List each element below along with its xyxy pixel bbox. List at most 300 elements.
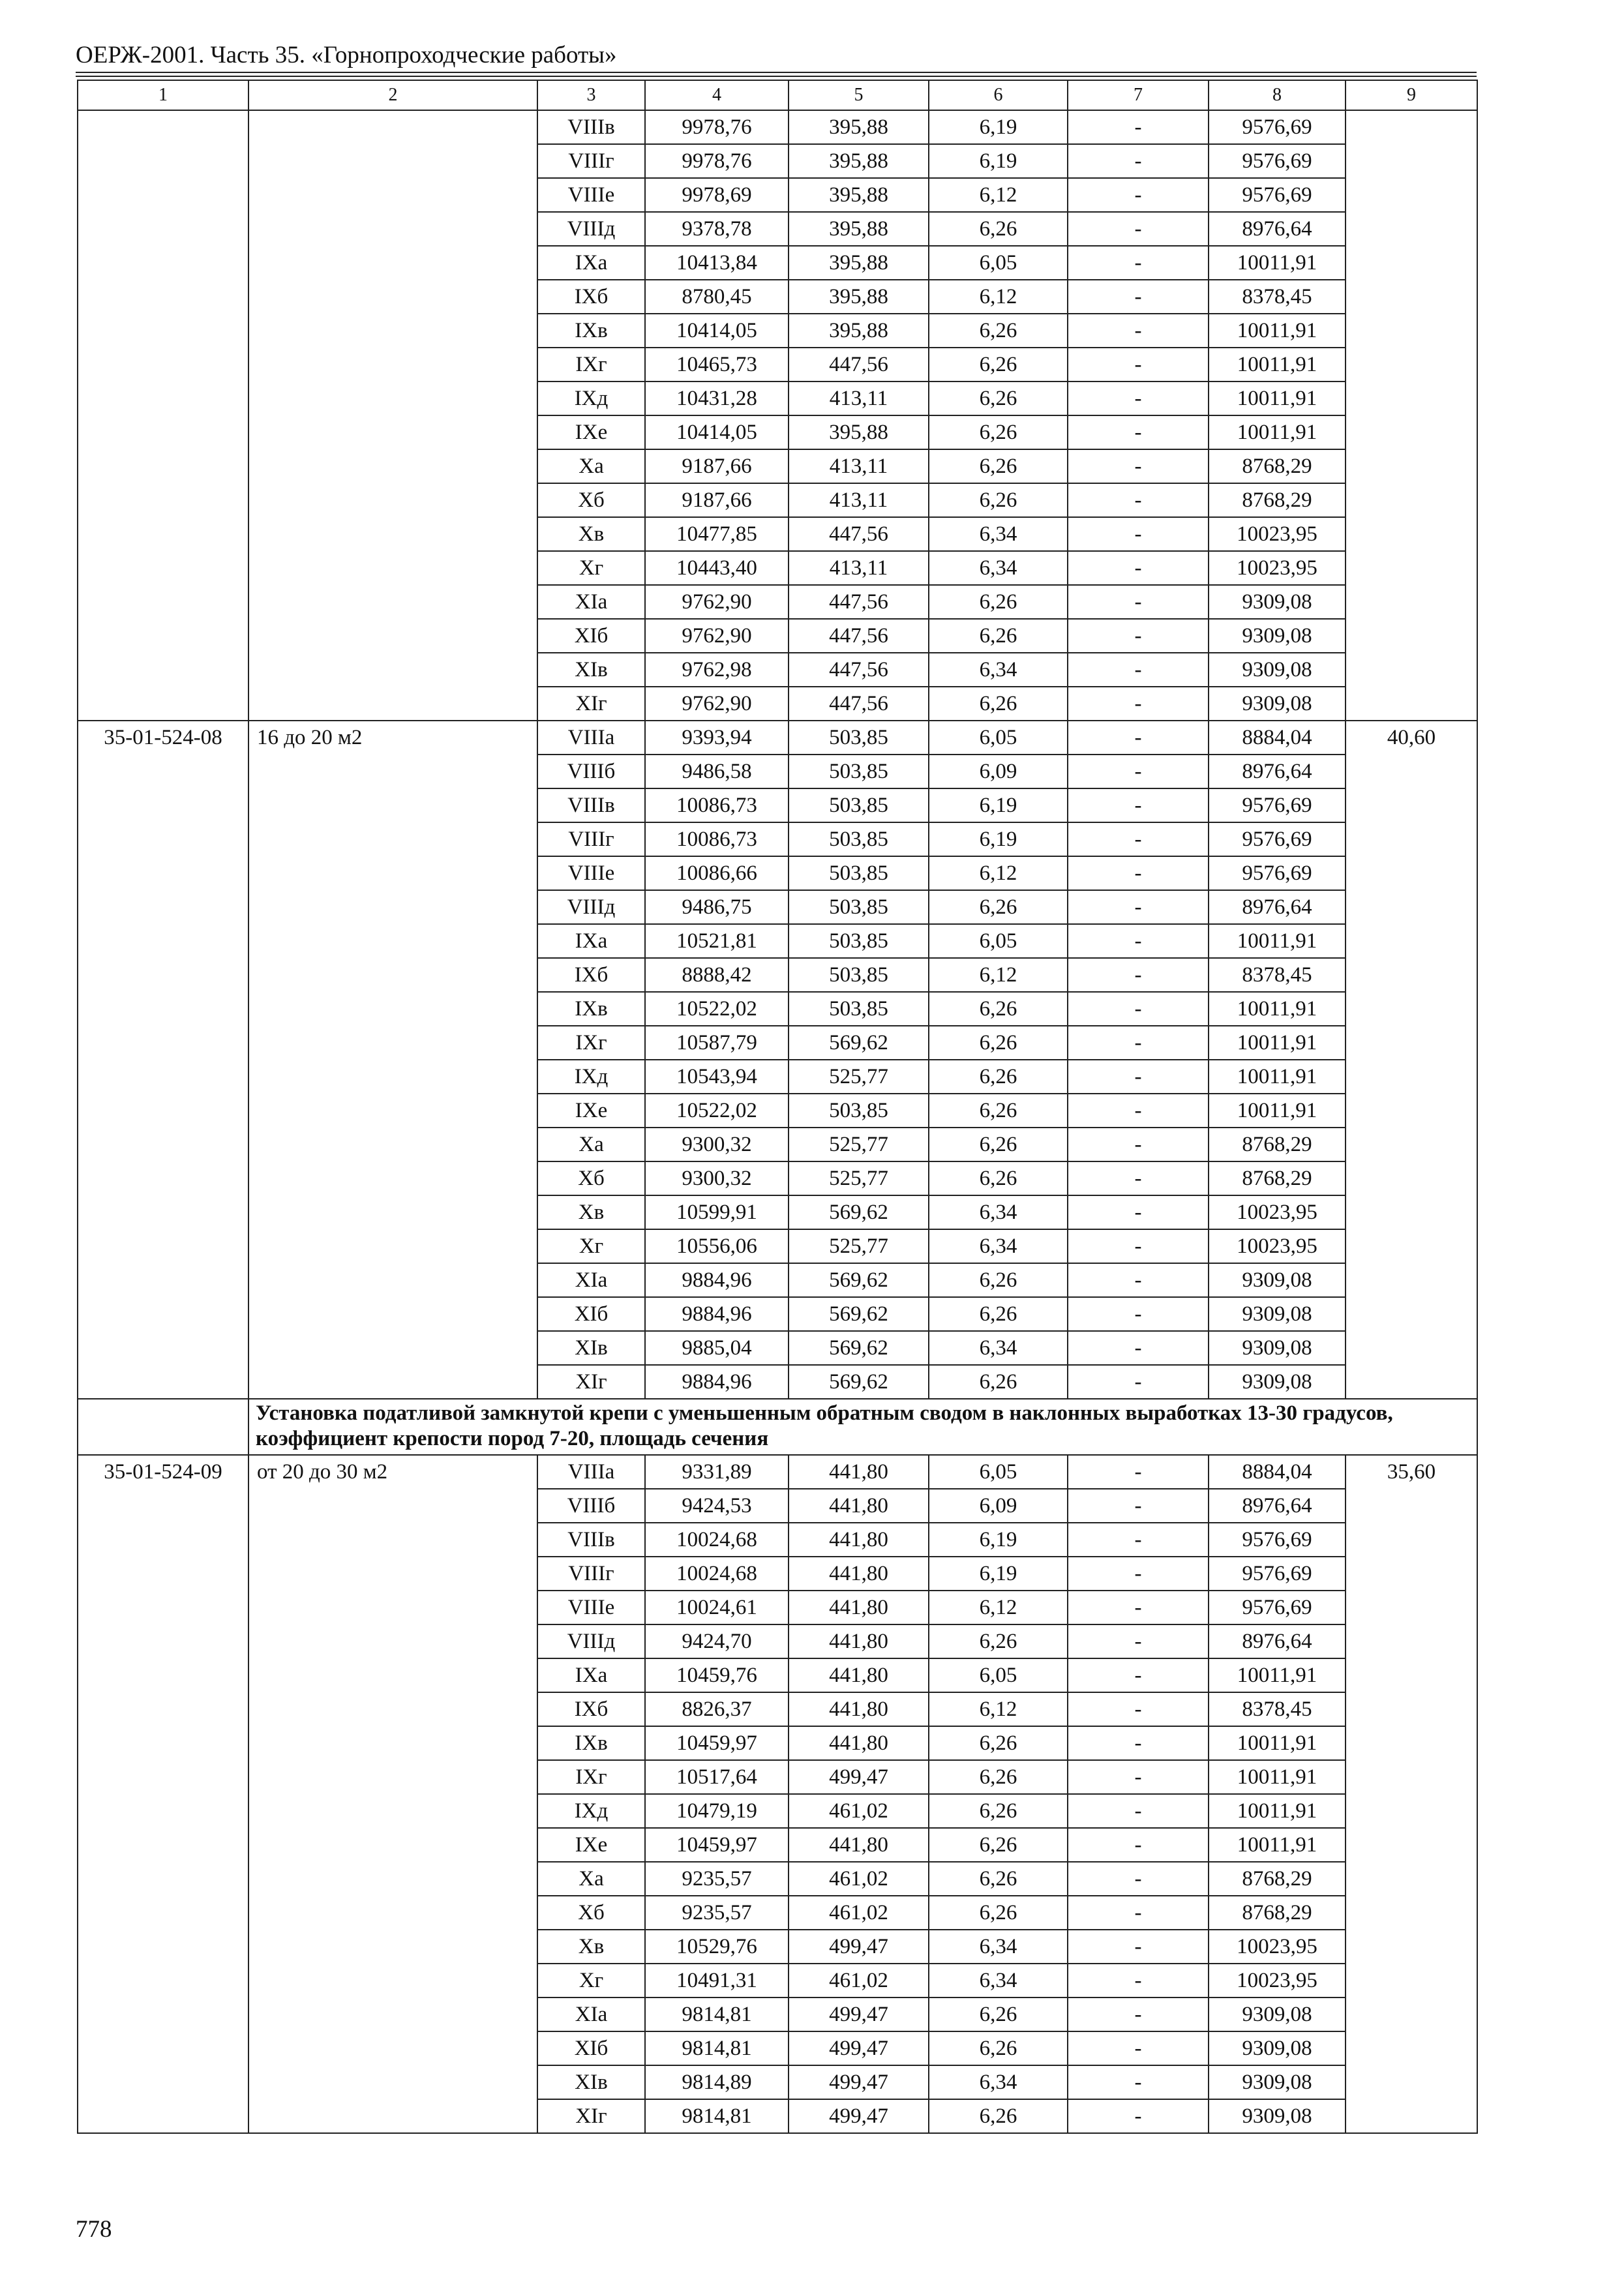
value-cell: 6,34	[929, 1229, 1068, 1263]
value-cell: 441,80	[789, 1726, 929, 1760]
value-cell: 6,34	[929, 1331, 1068, 1365]
value-cell: 9187,66	[645, 483, 789, 517]
value-cell: 9309,08	[1209, 585, 1346, 619]
value-cell: -	[1068, 1557, 1209, 1591]
value-cell: VIIIв	[537, 1523, 645, 1557]
value-cell: 503,85	[789, 924, 929, 958]
value-cell: 9762,90	[645, 585, 789, 619]
value-cell: 10023,95	[1209, 551, 1346, 585]
value-cell: 441,80	[789, 1455, 929, 1489]
value-cell: 6,26	[929, 1726, 1068, 1760]
value-cell: 441,80	[789, 1591, 929, 1624]
value-cell: 569,62	[789, 1263, 929, 1297]
value-cell: 10459,97	[645, 1828, 789, 1862]
value-cell: 447,56	[789, 348, 929, 382]
column-number: 8	[1209, 80, 1346, 110]
value-cell: 9309,08	[1209, 2099, 1346, 2133]
value-cell: Xг	[537, 551, 645, 585]
value-cell: 10011,91	[1209, 1026, 1346, 1060]
value-cell: -	[1068, 382, 1209, 415]
value-cell: -	[1068, 348, 1209, 382]
value-cell: 6,34	[929, 1930, 1068, 1964]
value-cell: 8888,42	[645, 958, 789, 992]
value-cell: -	[1068, 212, 1209, 246]
value-cell: XIб	[537, 2031, 645, 2065]
value-cell: VIIIв	[537, 110, 645, 144]
value-cell: 6,26	[929, 1128, 1068, 1161]
value-cell: VIIIд	[537, 212, 645, 246]
value-cell: 6,19	[929, 144, 1068, 178]
value-cell: Xг	[537, 1229, 645, 1263]
value-cell: 9309,08	[1209, 1263, 1346, 1297]
value-cell: 9814,89	[645, 2065, 789, 2099]
value-cell: 10011,91	[1209, 382, 1346, 415]
value-cell: -	[1068, 1692, 1209, 1726]
value-cell: 8780,45	[645, 280, 789, 314]
value-cell: 10011,91	[1209, 1094, 1346, 1128]
code-cell: 35-01-524-09	[78, 1455, 248, 2133]
value-cell: 8976,64	[1209, 755, 1346, 788]
value-cell: 9300,32	[645, 1161, 789, 1195]
value-cell: XIв	[537, 1331, 645, 1365]
value-cell: 10023,95	[1209, 517, 1346, 551]
value-cell: -	[1068, 1094, 1209, 1128]
value-cell: 10443,40	[645, 551, 789, 585]
value-cell: 569,62	[789, 1195, 929, 1229]
value-cell: 395,88	[789, 246, 929, 280]
value-cell: 10556,06	[645, 1229, 789, 1263]
value-cell: 9576,69	[1209, 178, 1346, 212]
value-cell: 6,26	[929, 585, 1068, 619]
value-cell: 10011,91	[1209, 314, 1346, 348]
value-cell: 10543,94	[645, 1060, 789, 1094]
value-cell: 6,26	[929, 1624, 1068, 1658]
header-rule	[76, 76, 1477, 77]
value-cell: -	[1068, 924, 1209, 958]
value-cell: -	[1068, 1365, 1209, 1399]
value-cell: 9309,08	[1209, 619, 1346, 653]
value-cell: -	[1068, 822, 1209, 856]
value-cell: 6,05	[929, 924, 1068, 958]
value-cell: VIIIг	[537, 1557, 645, 1591]
value-cell: IXа	[537, 1658, 645, 1692]
value-cell: 9424,70	[645, 1624, 789, 1658]
value-cell: XIг	[537, 2099, 645, 2133]
value-cell: 9762,98	[645, 653, 789, 687]
range-cell: 16 до 20 м2	[248, 721, 537, 1399]
table-row	[78, 110, 1477, 144]
value-cell: -	[1068, 1726, 1209, 1760]
value-cell: 9978,76	[645, 110, 789, 144]
value-cell: VIIIб	[537, 755, 645, 788]
value-cell: VIIIг	[537, 822, 645, 856]
value-cell: 6,26	[929, 348, 1068, 382]
value-cell: 6,12	[929, 1591, 1068, 1624]
value-cell: 10011,91	[1209, 1760, 1346, 1794]
value-cell: 6,26	[929, 1060, 1068, 1094]
value-cell: XIа	[537, 1263, 645, 1297]
value-cell: 9393,94	[645, 721, 789, 755]
value-cell: -	[1068, 1195, 1209, 1229]
value-cell: -	[1068, 551, 1209, 585]
value-cell: 9762,90	[645, 687, 789, 721]
value-cell: 6,26	[929, 1896, 1068, 1930]
value-cell: 413,11	[789, 449, 929, 483]
norm-cell: 40,60	[1346, 721, 1477, 1399]
value-cell: 9235,57	[645, 1862, 789, 1896]
value-cell: 395,88	[789, 415, 929, 449]
value-cell: XIг	[537, 1365, 645, 1399]
value-cell: 441,80	[789, 1624, 929, 1658]
value-cell: 6,26	[929, 1026, 1068, 1060]
value-cell: 9309,08	[1209, 687, 1346, 721]
value-cell: 8768,29	[1209, 1128, 1346, 1161]
value-cell: XIб	[537, 619, 645, 653]
value-cell: Xа	[537, 449, 645, 483]
value-cell: 8884,04	[1209, 1455, 1346, 1489]
value-cell: 10023,95	[1209, 1930, 1346, 1964]
value-cell: 10465,73	[645, 348, 789, 382]
value-cell: 499,47	[789, 2065, 929, 2099]
value-cell: 8768,29	[1209, 449, 1346, 483]
value-cell: 10086,73	[645, 788, 789, 822]
value-cell: 10024,68	[645, 1523, 789, 1557]
value-cell: -	[1068, 1489, 1209, 1523]
value-cell: 9486,58	[645, 755, 789, 788]
value-cell: 6,34	[929, 1964, 1068, 1997]
value-cell: 9300,32	[645, 1128, 789, 1161]
table-row	[78, 721, 1477, 755]
value-cell: -	[1068, 449, 1209, 483]
value-cell: Xг	[537, 1964, 645, 1997]
value-cell: 10011,91	[1209, 348, 1346, 382]
code-cell	[78, 110, 248, 721]
value-cell: 8976,64	[1209, 1624, 1346, 1658]
value-cell: 499,47	[789, 2099, 929, 2133]
value-cell: 10522,02	[645, 992, 789, 1026]
value-cell: Xб	[537, 1896, 645, 1930]
value-cell: VIIIд	[537, 1624, 645, 1658]
value-cell: 413,11	[789, 382, 929, 415]
value-cell: 9576,69	[1209, 856, 1346, 890]
range-cell: от 20 до 30 м2	[248, 1455, 537, 2133]
value-cell: 569,62	[789, 1297, 929, 1331]
value-cell: 10414,05	[645, 415, 789, 449]
value-cell: IXв	[537, 1726, 645, 1760]
value-cell: 10011,91	[1209, 1828, 1346, 1862]
value-cell: 441,80	[789, 1828, 929, 1862]
value-cell: 499,47	[789, 2031, 929, 2065]
value-cell: IXе	[537, 1094, 645, 1128]
value-cell: 10517,64	[645, 1760, 789, 1794]
value-cell: XIв	[537, 653, 645, 687]
value-cell: 8768,29	[1209, 483, 1346, 517]
value-cell: -	[1068, 144, 1209, 178]
value-cell: 10459,97	[645, 1726, 789, 1760]
value-cell: 499,47	[789, 1997, 929, 2031]
value-cell: 6,34	[929, 551, 1068, 585]
value-cell: 413,11	[789, 551, 929, 585]
value-cell: -	[1068, 1760, 1209, 1794]
value-cell: VIIIг	[537, 144, 645, 178]
value-cell: 6,19	[929, 788, 1068, 822]
value-cell: -	[1068, 1128, 1209, 1161]
value-cell: 441,80	[789, 1692, 929, 1726]
value-cell: -	[1068, 178, 1209, 212]
section-title-spacer	[78, 1399, 248, 1455]
value-cell: -	[1068, 280, 1209, 314]
table-body	[78, 80, 1477, 2133]
value-cell: 569,62	[789, 1026, 929, 1060]
value-cell: IXг	[537, 348, 645, 382]
value-cell: 6,12	[929, 178, 1068, 212]
value-cell: IXе	[537, 415, 645, 449]
column-number: 3	[537, 80, 645, 110]
value-cell: 6,26	[929, 2099, 1068, 2133]
value-cell: 525,77	[789, 1128, 929, 1161]
value-cell: 447,56	[789, 653, 929, 687]
value-cell: -	[1068, 992, 1209, 1026]
value-cell: 499,47	[789, 1930, 929, 1964]
value-cell: 447,56	[789, 517, 929, 551]
value-cell: 10491,31	[645, 1964, 789, 1997]
value-cell: 395,88	[789, 144, 929, 178]
value-cell: 6,26	[929, 1094, 1068, 1128]
value-cell: 6,05	[929, 721, 1068, 755]
value-cell: 503,85	[789, 958, 929, 992]
price-table	[77, 80, 1478, 2134]
value-cell: 6,26	[929, 1365, 1068, 1399]
value-cell: -	[1068, 1591, 1209, 1624]
value-cell: 461,02	[789, 1964, 929, 1997]
range-cell	[248, 110, 537, 721]
value-cell: 9309,08	[1209, 1297, 1346, 1331]
value-cell: -	[1068, 1523, 1209, 1557]
value-cell: 6,19	[929, 1557, 1068, 1591]
value-cell: -	[1068, 2099, 1209, 2133]
value-cell: Xв	[537, 1930, 645, 1964]
value-cell: 8378,45	[1209, 958, 1346, 992]
value-cell: 503,85	[789, 721, 929, 755]
value-cell: 9884,96	[645, 1263, 789, 1297]
value-cell: Xа	[537, 1862, 645, 1896]
value-cell: Xа	[537, 1128, 645, 1161]
page-number: 778	[76, 2216, 112, 2243]
value-cell: 9576,69	[1209, 110, 1346, 144]
value-cell: 10023,95	[1209, 1229, 1346, 1263]
value-cell: 10011,91	[1209, 992, 1346, 1026]
value-cell: IXб	[537, 958, 645, 992]
value-cell: 441,80	[789, 1523, 929, 1557]
value-cell: 10011,91	[1209, 415, 1346, 449]
value-cell: 503,85	[789, 890, 929, 924]
value-cell: 6,26	[929, 890, 1068, 924]
value-cell: 6,34	[929, 517, 1068, 551]
value-cell: 8976,64	[1209, 212, 1346, 246]
value-cell: IXб	[537, 280, 645, 314]
value-cell: 10011,91	[1209, 1658, 1346, 1692]
value-cell: 6,26	[929, 1760, 1068, 1794]
value-cell: 6,09	[929, 755, 1068, 788]
value-cell: 10086,66	[645, 856, 789, 890]
value-cell: 441,80	[789, 1658, 929, 1692]
value-cell: 10459,76	[645, 1658, 789, 1692]
value-cell: 9576,69	[1209, 1591, 1346, 1624]
value-cell: 525,77	[789, 1060, 929, 1094]
value-cell: 8768,29	[1209, 1862, 1346, 1896]
value-cell: 9884,96	[645, 1365, 789, 1399]
value-cell: 447,56	[789, 619, 929, 653]
norm-cell	[1346, 110, 1477, 721]
header-rule	[76, 72, 1477, 73]
value-cell: -	[1068, 110, 1209, 144]
value-cell: 6,26	[929, 1828, 1068, 1862]
value-cell: XIб	[537, 1297, 645, 1331]
code-cell: 35-01-524-08	[78, 721, 248, 1399]
value-cell: 10414,05	[645, 314, 789, 348]
value-cell: 8768,29	[1209, 1161, 1346, 1195]
value-cell: 9884,96	[645, 1297, 789, 1331]
value-cell: -	[1068, 483, 1209, 517]
value-cell: 6,05	[929, 1658, 1068, 1692]
value-cell: 8826,37	[645, 1692, 789, 1726]
value-cell: 10011,91	[1209, 1726, 1346, 1760]
value-cell: 6,34	[929, 1195, 1068, 1229]
value-cell: 10011,91	[1209, 1794, 1346, 1828]
value-cell: VIIIа	[537, 1455, 645, 1489]
value-cell: -	[1068, 856, 1209, 890]
value-cell: -	[1068, 687, 1209, 721]
value-cell: -	[1068, 1828, 1209, 1862]
value-cell: 6,26	[929, 992, 1068, 1026]
value-cell: 10011,91	[1209, 246, 1346, 280]
value-cell: XIа	[537, 585, 645, 619]
value-cell: -	[1068, 755, 1209, 788]
value-cell: 6,19	[929, 110, 1068, 144]
value-cell: -	[1068, 619, 1209, 653]
value-cell: IXг	[537, 1760, 645, 1794]
value-cell: IXа	[537, 924, 645, 958]
value-cell: 6,19	[929, 822, 1068, 856]
value-cell: 503,85	[789, 788, 929, 822]
value-cell: -	[1068, 415, 1209, 449]
value-cell: 6,12	[929, 1692, 1068, 1726]
value-cell: -	[1068, 1862, 1209, 1896]
value-cell: 461,02	[789, 1794, 929, 1828]
value-cell: 10431,28	[645, 382, 789, 415]
value-cell: -	[1068, 517, 1209, 551]
value-cell: VIIIе	[537, 856, 645, 890]
value-cell: 10599,91	[645, 1195, 789, 1229]
value-cell: IXв	[537, 992, 645, 1026]
value-cell: 9762,90	[645, 619, 789, 653]
value-cell: 525,77	[789, 1161, 929, 1195]
value-cell: 6,26	[929, 1997, 1068, 2031]
value-cell: 6,26	[929, 1297, 1068, 1331]
value-cell: 6,26	[929, 382, 1068, 415]
value-cell: IXа	[537, 246, 645, 280]
norm-cell: 35,60	[1346, 1455, 1477, 2133]
value-cell: 9378,78	[645, 212, 789, 246]
value-cell: 395,88	[789, 280, 929, 314]
column-number: 7	[1068, 80, 1209, 110]
value-cell: -	[1068, 1896, 1209, 1930]
value-cell: Xб	[537, 1161, 645, 1195]
value-cell: 6,26	[929, 2031, 1068, 2065]
value-cell: 6,26	[929, 1794, 1068, 1828]
value-cell: 6,26	[929, 1161, 1068, 1195]
value-cell: 6,12	[929, 280, 1068, 314]
value-cell: 10024,68	[645, 1557, 789, 1591]
value-cell: 10086,73	[645, 822, 789, 856]
value-cell: 6,26	[929, 619, 1068, 653]
value-cell: 461,02	[789, 1862, 929, 1896]
value-cell: VIIIб	[537, 1489, 645, 1523]
value-cell: IXг	[537, 1026, 645, 1060]
value-cell: 9309,08	[1209, 2031, 1346, 2065]
value-cell: 9235,57	[645, 1896, 789, 1930]
value-cell: 10529,76	[645, 1930, 789, 1964]
value-cell: 503,85	[789, 992, 929, 1026]
value-cell: -	[1068, 2031, 1209, 2065]
value-cell: 8768,29	[1209, 1896, 1346, 1930]
value-cell: 10023,95	[1209, 1195, 1346, 1229]
value-cell: XIа	[537, 1997, 645, 2031]
value-cell: 503,85	[789, 856, 929, 890]
value-cell: -	[1068, 1060, 1209, 1094]
value-cell: -	[1068, 1297, 1209, 1331]
value-cell: 503,85	[789, 1094, 929, 1128]
value-cell: 6,34	[929, 653, 1068, 687]
value-cell: -	[1068, 788, 1209, 822]
value-cell: 9814,81	[645, 2099, 789, 2133]
value-cell: 8884,04	[1209, 721, 1346, 755]
value-cell: XIг	[537, 687, 645, 721]
value-cell: VIIIа	[537, 721, 645, 755]
value-cell: 9309,08	[1209, 2065, 1346, 2099]
value-cell: 9486,75	[645, 890, 789, 924]
value-cell: 9309,08	[1209, 653, 1346, 687]
value-cell: 6,26	[929, 1263, 1068, 1297]
value-cell: 569,62	[789, 1365, 929, 1399]
value-cell: 9309,08	[1209, 1331, 1346, 1365]
value-cell: 6,26	[929, 415, 1068, 449]
value-cell: 9885,04	[645, 1331, 789, 1365]
value-cell: VIIIд	[537, 890, 645, 924]
value-cell: -	[1068, 1263, 1209, 1297]
value-cell: 8976,64	[1209, 1489, 1346, 1523]
value-cell: 10477,85	[645, 517, 789, 551]
value-cell: Xб	[537, 483, 645, 517]
value-cell: 8378,45	[1209, 1692, 1346, 1726]
value-cell: 9576,69	[1209, 1523, 1346, 1557]
value-cell: VIIIе	[537, 1591, 645, 1624]
value-cell: 6,26	[929, 314, 1068, 348]
value-cell: 10023,95	[1209, 1964, 1346, 1997]
value-cell: 9576,69	[1209, 822, 1346, 856]
value-cell: 6,09	[929, 1489, 1068, 1523]
value-cell: XIв	[537, 2065, 645, 2099]
value-cell: IXд	[537, 1060, 645, 1094]
value-cell: 9576,69	[1209, 788, 1346, 822]
value-cell: 6,12	[929, 856, 1068, 890]
value-cell: 6,26	[929, 449, 1068, 483]
value-cell: 395,88	[789, 178, 929, 212]
value-cell: 6,19	[929, 1523, 1068, 1557]
value-cell: 6,26	[929, 1862, 1068, 1896]
value-cell: 9309,08	[1209, 1997, 1346, 2031]
value-cell: -	[1068, 958, 1209, 992]
